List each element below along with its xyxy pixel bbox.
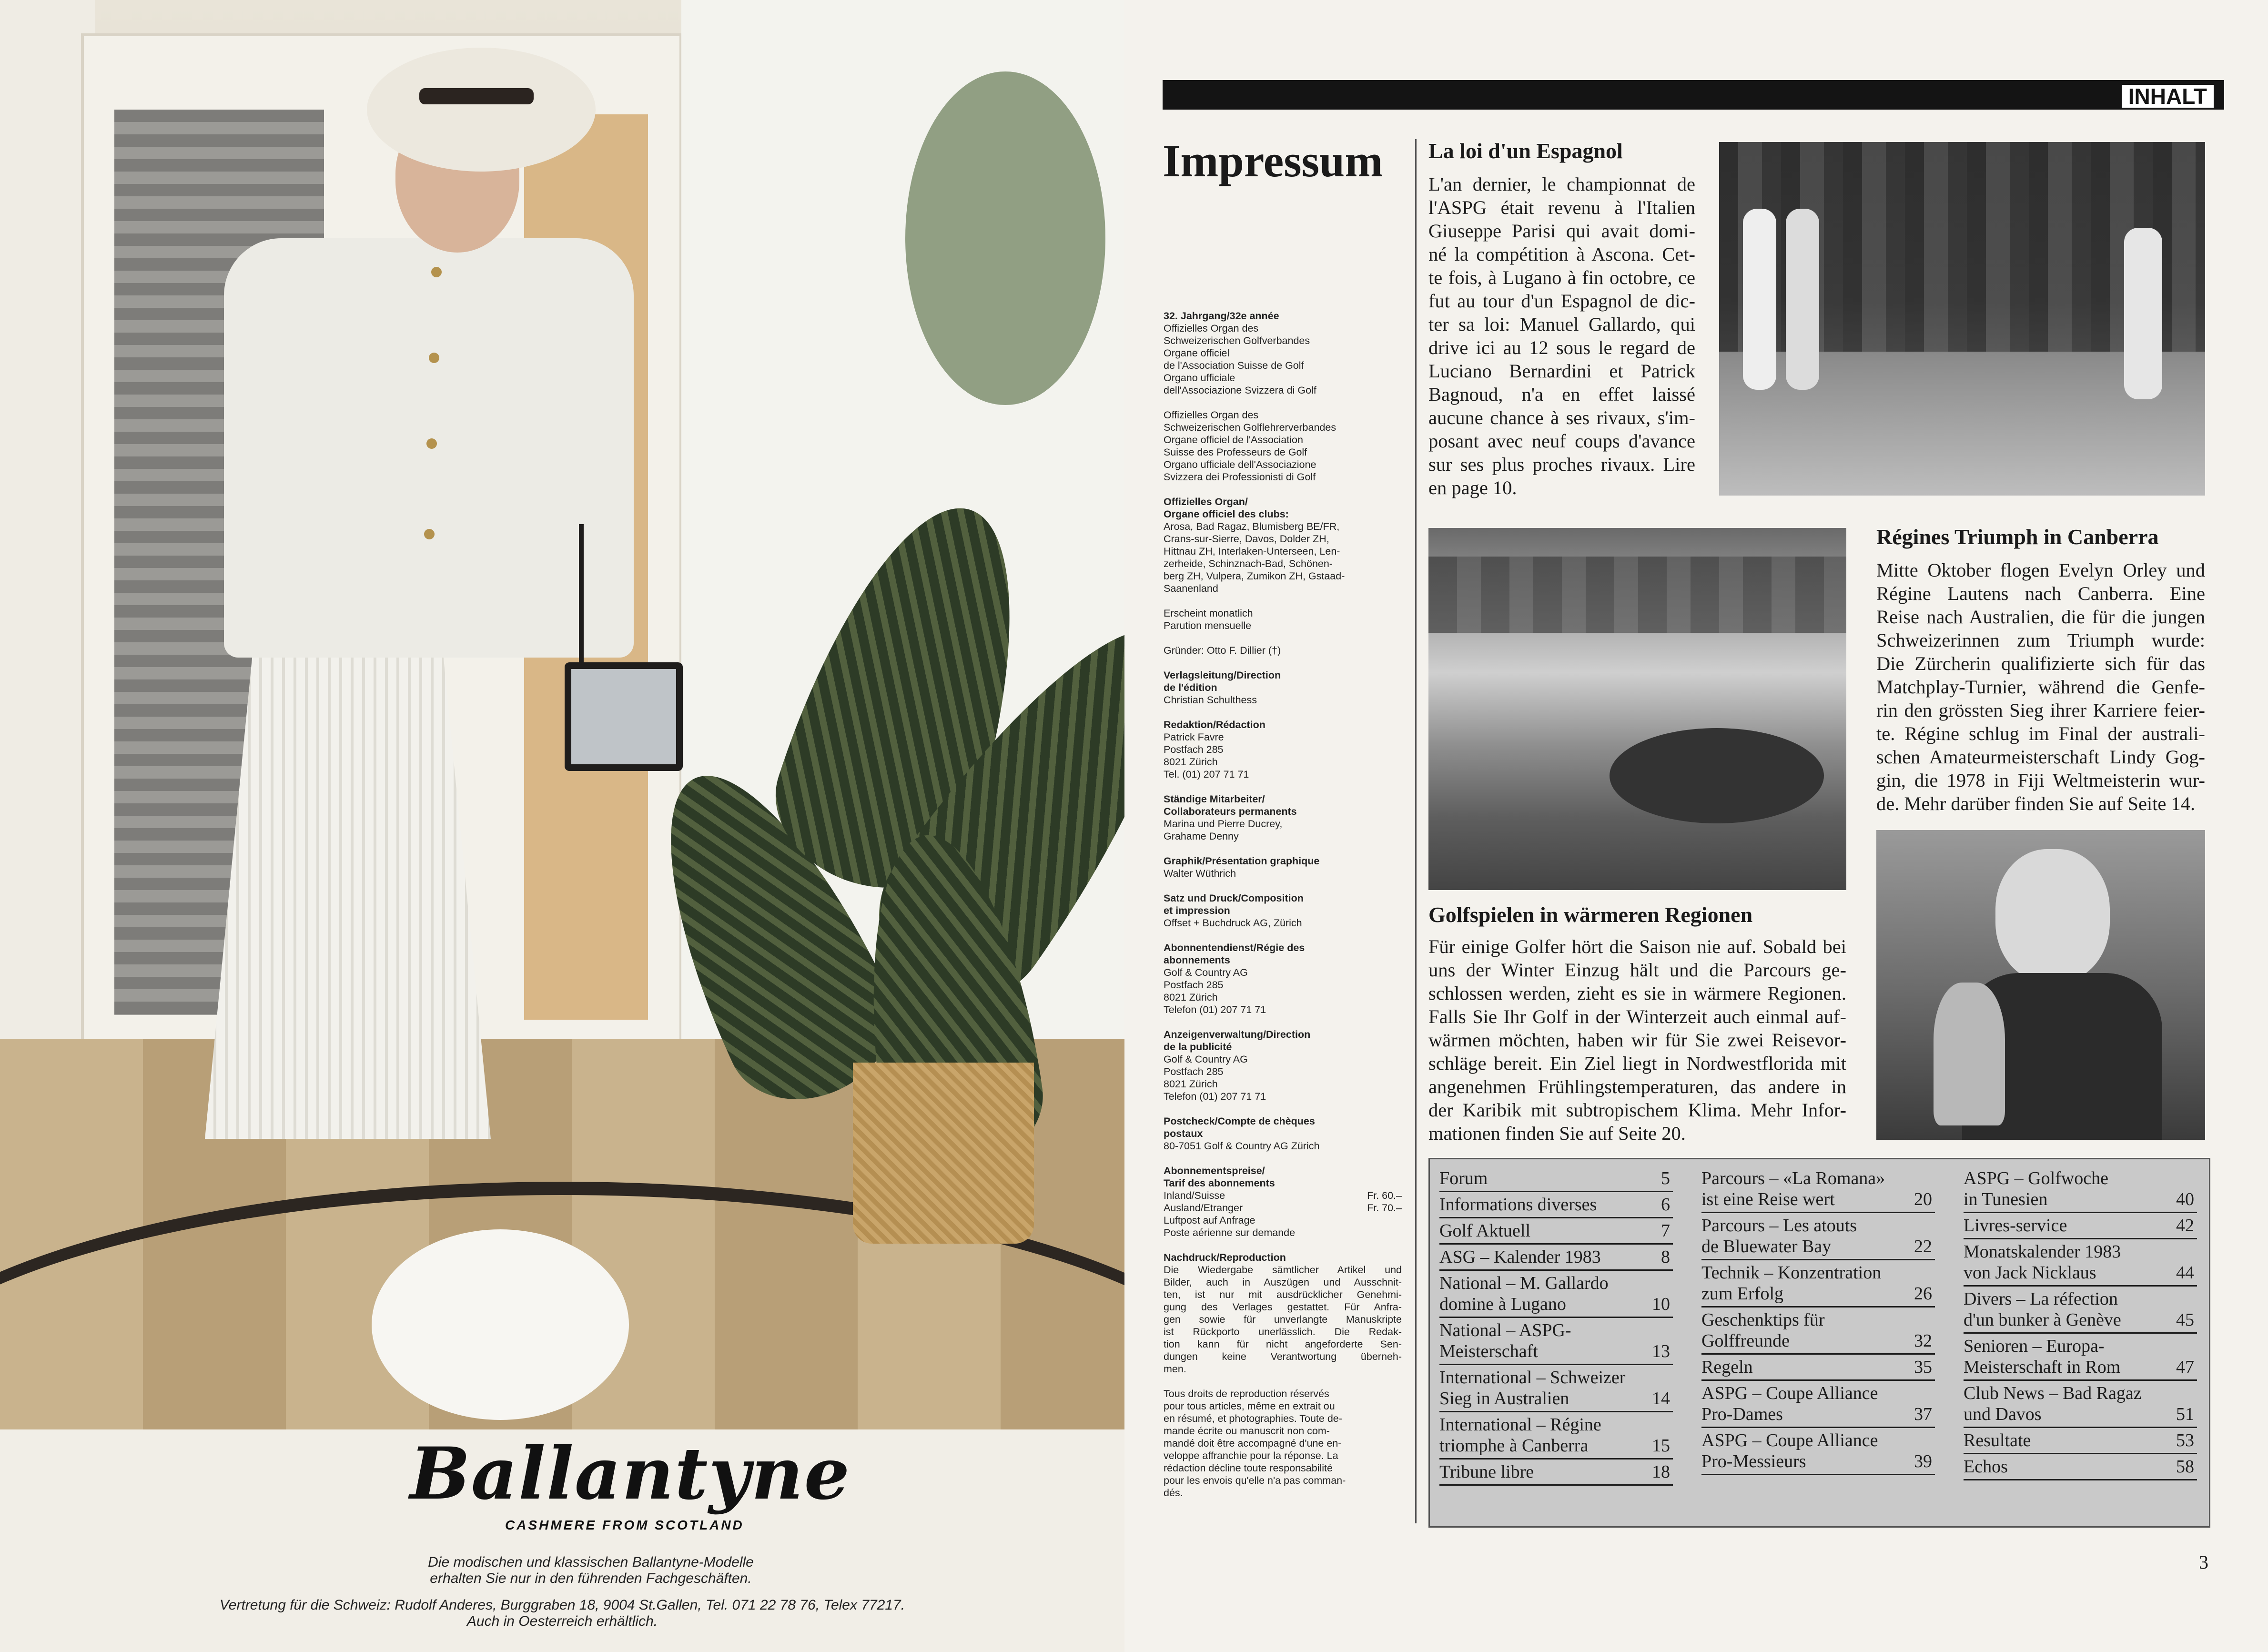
toc-entry-page: 10 [1652, 1294, 1670, 1314]
price-value: Fr. 70.– [1367, 1202, 1402, 1214]
impressum-line: Saanenland [1164, 583, 1218, 594]
impressum-block [1164, 793, 1402, 842]
toc-entry [1701, 1428, 1935, 1475]
toc-entry-page: 6 [1661, 1195, 1670, 1215]
toc-entry-page: 8 [1661, 1247, 1670, 1267]
toc-entry [1964, 1166, 2197, 1213]
toc-entry-title: Parcours – «La Romana» ist eine Reise wert [1701, 1168, 1885, 1209]
impressum-block [1164, 496, 1402, 595]
impressum-line: Postfach 285 [1164, 979, 1224, 991]
impressum-line: Grahame Denny [1164, 831, 1239, 842]
impressum-column [1164, 310, 1402, 1511]
impressum-line: 8021 Zürich [1164, 992, 1218, 1003]
impressum-line: Offset + Buchdruck AG, Zürich [1164, 917, 1302, 929]
article-line: de. Mehr darüber finden Sie auf Seite 14. [1876, 793, 2196, 814]
toc-entry-page: 37 [1914, 1404, 1932, 1424]
impressum-line: dungen keine Verantwortung überneh- [1164, 1351, 1402, 1362]
header-bar [1163, 80, 2224, 110]
impressum-line: Erscheint monatlich [1164, 608, 1253, 619]
impressum-line: Offizielles Organ des [1164, 409, 1259, 421]
impressum-line: mandé doit être accompagné d'une en- [1164, 1438, 1342, 1449]
impressum-block [1164, 1028, 1402, 1103]
impressum-line: berg ZH, Vulpera, Zumikon ZH, Gstaad- [1164, 570, 1345, 582]
player-figure [2124, 228, 2162, 399]
impressum-line: 80-7051 Golf & Country AG Zürich [1164, 1140, 1320, 1152]
impressum-block [1164, 719, 1402, 780]
white-hat [367, 48, 596, 172]
impressum-heading: Abonnementspreise/ Tarif des abonnements [1164, 1165, 1275, 1189]
toc-entry-page: 45 [2176, 1310, 2194, 1330]
toc-entry [1439, 1318, 1673, 1365]
article-title: Golfspielen in wärmeren Regionen [1428, 902, 1753, 927]
handbag [565, 662, 683, 771]
toc-entry-page: 53 [2176, 1430, 2194, 1450]
impressum-heading: Postcheck/Compte de chèques postaux [1164, 1115, 1315, 1139]
toc-entry-page: 13 [1652, 1341, 1670, 1361]
ad-contact-line: Vertretung für die Schweiz: Rudolf Anderes, Burggraben 18, 9004 St.Gallen, Tel. 071 22 78 76, Telex 77217. [219, 1597, 905, 1613]
impressum-line: Gründer: Otto F. Dillier (†) [1164, 645, 1281, 656]
article-line: l'ASPG était revenu à l'Italien [1428, 197, 1695, 218]
ad-contact [86, 1597, 1039, 1630]
contents-page [1124, 0, 2268, 1652]
impressum-line: Organe officiel [1164, 347, 1230, 359]
brand-name: Ballantyne [410, 1432, 851, 1516]
impressum-heading: Nachdruck/Reproduction [1164, 1252, 1286, 1263]
impressum-block [1164, 644, 1402, 657]
impressum-line: Postfach 285 [1164, 1066, 1224, 1077]
toc-entry-title: International – Régine triomphe à Canberra [1439, 1415, 1601, 1456]
impressum-line: 8021 Zürich [1164, 756, 1218, 768]
impressum-line: Suisse des Professeurs de Golf [1164, 446, 1307, 458]
toc-entry-title: Technik – Konzentration zum Erfolg [1701, 1263, 1882, 1304]
toc-entry [1701, 1213, 1935, 1260]
toc-entry-title: ASPG – Coupe Alliance Pro-Dames [1701, 1383, 1878, 1424]
article-line: ter sa loi: Manuel Gallardo, qui [1428, 314, 1695, 335]
article-line: gin, die 1978 in Fiji Weltmeisterin wur- [1876, 770, 2205, 791]
impressum-line: Schweizerischen Golflehrerverbandes [1164, 422, 1336, 433]
column-divider [1415, 139, 1417, 1523]
toc-entry-title: ASPG – Golfwoche in Tunesien [1964, 1168, 2108, 1209]
impressum-reprint-fr [1164, 1388, 1402, 1499]
impressum-line: Organe officiel de l'Association [1164, 434, 1303, 446]
article-line: te. Régine schlug im Final der australi- [1876, 723, 2205, 744]
impressum-line: mande écrite ou manuscrit non com- [1164, 1425, 1330, 1437]
coastal-golf-photo [1428, 528, 1846, 890]
toc-entry-page: 42 [2176, 1216, 2194, 1236]
impressum-line: zerheide, Schinznach-Bad, Schönen- [1164, 558, 1333, 569]
impressum-reprint [1164, 1251, 1402, 1375]
brand-logo [410, 1432, 851, 1532]
impressum-line: veloppe affranchie pour la réponse. La [1164, 1450, 1338, 1461]
trophy-icon [1934, 983, 2005, 1125]
toc-entry-title: ASPG – Coupe Alliance Pro-Messieurs [1701, 1430, 1878, 1471]
article-line: Reise nach Australien, die für die jungen [1876, 606, 2205, 628]
page-number: 3 [2199, 1551, 2208, 1573]
article-line: Matchplay-Turnier, während die Genfe- [1876, 676, 2205, 698]
player-figure [1743, 209, 1776, 390]
impressum-block [1164, 669, 1402, 706]
article-line: Mitte Oktober flogen Evelyn Orley und [1876, 559, 2205, 581]
toc-entry-page: 14 [1652, 1388, 1670, 1409]
toc-entry [1439, 1245, 1673, 1271]
toc-entry-page: 20 [1914, 1189, 1932, 1209]
toc-entry-title: Informations diverses [1439, 1195, 1597, 1215]
toc-column [1439, 1166, 1673, 1486]
toc-entry [1439, 1365, 1673, 1412]
toc-entry [1964, 1454, 2197, 1480]
impressum-title: Impressum [1163, 135, 1383, 186]
toc-entry-page: 15 [1652, 1436, 1670, 1456]
ad-copy [286, 1554, 896, 1587]
toc-entry-title: International – Schweizer Sieg in Australien [1439, 1368, 1626, 1409]
impressum-line: Telefon (01) 207 71 71 [1164, 1004, 1266, 1015]
article-line: posant avec neuf coups d'avance [1428, 430, 1695, 452]
palm-leaves [905, 71, 1105, 405]
article-body [1428, 935, 1846, 1145]
player-figure [1786, 209, 1819, 390]
toc-entry [1701, 1166, 1935, 1213]
toc-entry-page: 22 [1914, 1236, 1932, 1257]
toc-entry-page: 44 [2176, 1263, 2194, 1283]
impressum-block [1164, 310, 1402, 396]
impressum-heading: Anzeigenverwaltung/Direction de la publicité [1164, 1029, 1311, 1053]
impressum-line: 8021 Zürich [1164, 1078, 1218, 1090]
shrub [1610, 728, 1824, 823]
hat-band [419, 88, 534, 104]
impressum-line: Crans-sur-Sierre, Davos, Dolder ZH, [1164, 533, 1329, 545]
toc-entry-page: 18 [1652, 1462, 1670, 1482]
impressum-block [1164, 855, 1402, 880]
impressum-block [1164, 942, 1402, 1016]
impressum-line: en résumé, et photographies. Toute de- [1164, 1413, 1342, 1424]
article-title: La loi d'un Espagnol [1428, 139, 1623, 163]
impressum-line: ten, ist nur mit ausdrücklicher Genehmi- [1164, 1289, 1402, 1300]
impressum-line: Walter Wüthrich [1164, 868, 1236, 879]
article-body [1428, 172, 1695, 499]
toc-entry-page: 51 [2176, 1404, 2194, 1424]
toc-entry-title: Forum [1439, 1168, 1488, 1188]
article-line: fut au tour d'un Espagnol de dic- [1428, 290, 1695, 312]
article-line: drive ici au 12 sous le regard de [1428, 337, 1695, 358]
article-line: wärmen möchten, haben wir für Sie zwei Reisevor- [1428, 1029, 1846, 1051]
golf-players-photo [1719, 142, 2205, 496]
impressum-line: tion kann für nicht angeforderte Sen- [1164, 1338, 1402, 1350]
article-line: Bagnoud, n'a en effet laissé [1428, 384, 1695, 405]
article-line: schläge bereit. Ein Ziel liegt in Nordwestflorida mit [1428, 1053, 1846, 1074]
price-label: Ausland/Etranger [1164, 1202, 1243, 1214]
toc-entry-title: Divers – La réfection d'un bunker à Genève [1964, 1289, 2121, 1330]
toc-entry [1964, 1213, 2197, 1239]
article-line: Giuseppe Parisi qui avait domi- [1428, 220, 1695, 242]
article-line: Falls Sie Ihr Golf in der Winterzeit auch einmal auf- [1428, 1006, 1846, 1027]
article-line: rin den grössten Sieg ihrer Karriere feier- [1876, 699, 2205, 721]
impressum-line: Postfach 285 [1164, 744, 1224, 755]
price-row [1164, 1189, 1402, 1202]
fashion-photo [0, 0, 1124, 1429]
impressum-line: rédaction décline toute responsabilité [1164, 1462, 1333, 1474]
article-line: Die Zürcherin qualifizierte sich für das [1876, 653, 2205, 674]
impressum-heading: Ständige Mitarbeiter/ Collaborateurs permanents [1164, 793, 1297, 817]
button-icon [426, 438, 437, 449]
impressum-line: gung des Verlages gestattet. Für Anfra- [1164, 1301, 1402, 1313]
impressum-line: Tel. (01) 207 71 71 [1164, 769, 1249, 780]
article-line: mationen finden Sie auf Seite 20. [1428, 1123, 1686, 1144]
impressum-line: Golf & Country AG [1164, 1054, 1248, 1065]
impressum-block [1164, 409, 1402, 483]
impressum-heading: Redaktion/Rédaction [1164, 719, 1266, 730]
section-label: INHALT [2120, 83, 2216, 110]
toc-entry-title: National – ASPG- Meisterschaft [1439, 1320, 1571, 1361]
impressum-line: pour les envois qu'elle n'a pas comman- [1164, 1475, 1346, 1486]
impressum-line: Offizielles Organ des [1164, 323, 1259, 334]
toc-entry-page: 5 [1661, 1168, 1670, 1188]
impressum-block [1164, 1115, 1402, 1152]
impressum-line: ist Rückporto unerlässlich. Die Redak- [1164, 1326, 1402, 1338]
ad-contact-line: Auch in Oesterreich erhältlich. [466, 1613, 658, 1629]
ad-copy-line: erhalten Sie nur in den führenden Fachgeschäften. [430, 1571, 752, 1586]
price-label: Inland/Suisse [1164, 1190, 1225, 1201]
impressum-line: Organo ufficiale dell'Associazione [1164, 459, 1316, 470]
toc-entry-title: ASG – Kalender 1983 [1439, 1247, 1601, 1267]
toc-entry-title: Tribune libre [1439, 1462, 1534, 1482]
article-line: aucune chance à ses rivaux, s'im- [1428, 407, 1695, 428]
impressum-line: Marina und Pierre Ducrey, [1164, 818, 1283, 830]
advert-page [0, 0, 1124, 1652]
impressum-heading: Abonnentendienst/Régie des abonnements [1164, 942, 1305, 966]
impressum-line: Christian Schulthess [1164, 694, 1257, 706]
impressum-line: dés. [1164, 1487, 1183, 1499]
article-line: der Karibik mit subtropischem Klima. Mehr Infor- [1428, 1099, 1846, 1121]
toc-entry-page: 40 [2176, 1189, 2194, 1209]
impressum-heading: Satz und Druck/Composition et impression [1164, 892, 1304, 916]
article-line: Luciano Bernardini et Patrick [1428, 360, 1695, 382]
toc-entry [1439, 1166, 1673, 1192]
toc-entry [1439, 1412, 1673, 1459]
toc-entry-page: 32 [1914, 1331, 1932, 1351]
toc-entry [1964, 1334, 2197, 1381]
toc-entry-page: 26 [1914, 1284, 1932, 1304]
toc-entry [1964, 1428, 2197, 1454]
brand-tagline: CASHMERE FROM SCOTLAND [505, 1518, 744, 1532]
impressum-line: de l'Association Suisse de Golf [1164, 360, 1304, 371]
toc-entry-title: Senioren – Europa- Meisterschaft in Rom [1964, 1336, 2121, 1377]
impressum-line: Poste aérienne sur demande [1164, 1227, 1296, 1238]
impressum-prices [1164, 1165, 1402, 1239]
article-title: Régines Triumph in Canberra [1876, 525, 2159, 549]
white-dog [372, 1229, 629, 1420]
toc-entry-title: National – M. Gallardo domine à Lugano [1439, 1273, 1609, 1314]
impressum-line: Bilder, auch in Auszügen und Ausschnit- [1164, 1277, 1402, 1288]
impressum-block [1164, 607, 1402, 632]
article-line: Schweizerinnen zum Triumph wurde: [1876, 629, 2205, 651]
toc-entry-page: 47 [2176, 1357, 2194, 1377]
toc-entry-title: Club News – Bad Ragaz und Davos [1964, 1383, 2142, 1424]
impressum-line: Arosa, Bad Ragaz, Blumisberg BE/FR, [1164, 521, 1340, 532]
impressum-line: Patrick Favre [1164, 731, 1224, 743]
article-line: schlossen werden, zieht es sie in wärmere Regionen. [1428, 983, 1846, 1004]
trophy-winner-photo [1876, 830, 2205, 1140]
price-row [1164, 1202, 1402, 1214]
impressum-line: dell'Associazione Svizzera di Golf [1164, 385, 1316, 396]
tree-line [1428, 557, 1846, 633]
article-line: sur ses plus proches rivaux. Lire [1428, 454, 1695, 475]
impressum-heading: Verlagsleitung/Direction de l'édition [1164, 669, 1281, 693]
toc-entry-title: Echos [1964, 1457, 2008, 1477]
toc-entry-page: 35 [1914, 1357, 1932, 1377]
winner-face [1995, 849, 2110, 983]
toc-column [1701, 1166, 1935, 1475]
impressum-line: Tous droits de reproduction réservés [1164, 1388, 1329, 1399]
article-line: uns der Winter Einzug hält und die Parcours ge- [1428, 959, 1846, 981]
impressum-line: men. [1164, 1363, 1186, 1375]
toc-entry-title: Golf Aktuell [1439, 1221, 1531, 1241]
toc-entry [1701, 1260, 1935, 1307]
article-line: Für einige Golfer hört die Saison nie auf. Sobald bei [1428, 936, 1846, 957]
toc-entry-page: 39 [1914, 1451, 1932, 1471]
article-line: L'an dernier, le championnat de [1428, 173, 1695, 195]
impressum-line: Organo ufficiale [1164, 372, 1235, 384]
toc-entry-page: 7 [1661, 1221, 1670, 1241]
toc-entry [1701, 1355, 1935, 1381]
toc-column [1964, 1166, 2197, 1480]
impressum-line: Hittnau ZH, Interlaken-Unterseen, Len- [1164, 546, 1340, 557]
impressum-line: Golf & Country AG [1164, 967, 1248, 978]
toc-entry-page: 58 [2176, 1457, 2194, 1477]
bag-strap [579, 524, 584, 667]
toc-entry [1964, 1239, 2197, 1287]
table-of-contents [1428, 1158, 2210, 1528]
toc-entry [1439, 1271, 1673, 1318]
button-icon [431, 267, 442, 277]
impressum-line: Parution mensuelle [1164, 620, 1252, 631]
impressum-line: gen sowie für unverlangte Manuskripte [1164, 1314, 1402, 1325]
toc-entry-title: Geschenktips für Golffreunde [1701, 1310, 1825, 1351]
price-value: Fr. 60.– [1367, 1190, 1402, 1201]
wicker-basket [853, 1063, 1034, 1244]
impressum-heading: 32. Jahrgang/32e année [1164, 310, 1279, 322]
article-line: en page 10. [1428, 477, 1517, 498]
impressum-line: Telefon (01) 207 71 71 [1164, 1091, 1266, 1102]
toc-entry-title: Monatskalender 1983 von Jack Nicklaus [1964, 1242, 2121, 1283]
toc-entry [1439, 1192, 1673, 1218]
button-icon [424, 529, 435, 539]
toc-entry [1964, 1381, 2197, 1428]
impressum-line: Schweizerischen Golfverbandes [1164, 335, 1310, 346]
impressum-line: pour tous articles, même en extrait ou [1164, 1400, 1335, 1412]
ad-copy-line: Die modischen und klassischen Ballantyne-Modelle [428, 1554, 754, 1570]
article-line: te fois, à Lugano à fin octobre, ce [1428, 267, 1695, 288]
impressum-heading: Offizielles Organ/ Organe officiel des clubs: [1164, 496, 1289, 520]
toc-entry [1964, 1287, 2197, 1334]
toc-entry-title: Livres-service [1964, 1216, 2067, 1236]
toc-entry [1439, 1218, 1673, 1245]
article-body [1876, 558, 2205, 815]
impressum-line: Luftpost auf Anfrage [1164, 1215, 1256, 1226]
toc-entry [1701, 1307, 1935, 1355]
article-line: angenehmen Frühlingstemperaturen, das andere in [1428, 1076, 1846, 1097]
article-line: Régine Lautens nach Canberra. Eine [1876, 583, 2205, 604]
impressum-block [1164, 892, 1402, 929]
impressum-line: Svizzera dei Professionisti di Golf [1164, 471, 1316, 483]
impressum-line: Die Wiedergabe sämtlicher Artikel und [1164, 1264, 1402, 1276]
toc-entry-title: Resultate [1964, 1430, 2031, 1450]
article-line: schen Amateurmeisterschaft Lindy Gog- [1876, 746, 2205, 768]
impressum-heading: Graphik/Présentation graphique [1164, 855, 1320, 867]
toc-entry [1439, 1459, 1673, 1486]
toc-entry-title: Parcours – Les atouts de Bluewater Bay [1701, 1216, 1857, 1257]
toc-entry-title: Regeln [1701, 1357, 1753, 1377]
button-icon [429, 353, 439, 363]
toc-entry [1701, 1381, 1935, 1428]
article-line: né la compétition à Ascona. Cet- [1428, 243, 1695, 265]
